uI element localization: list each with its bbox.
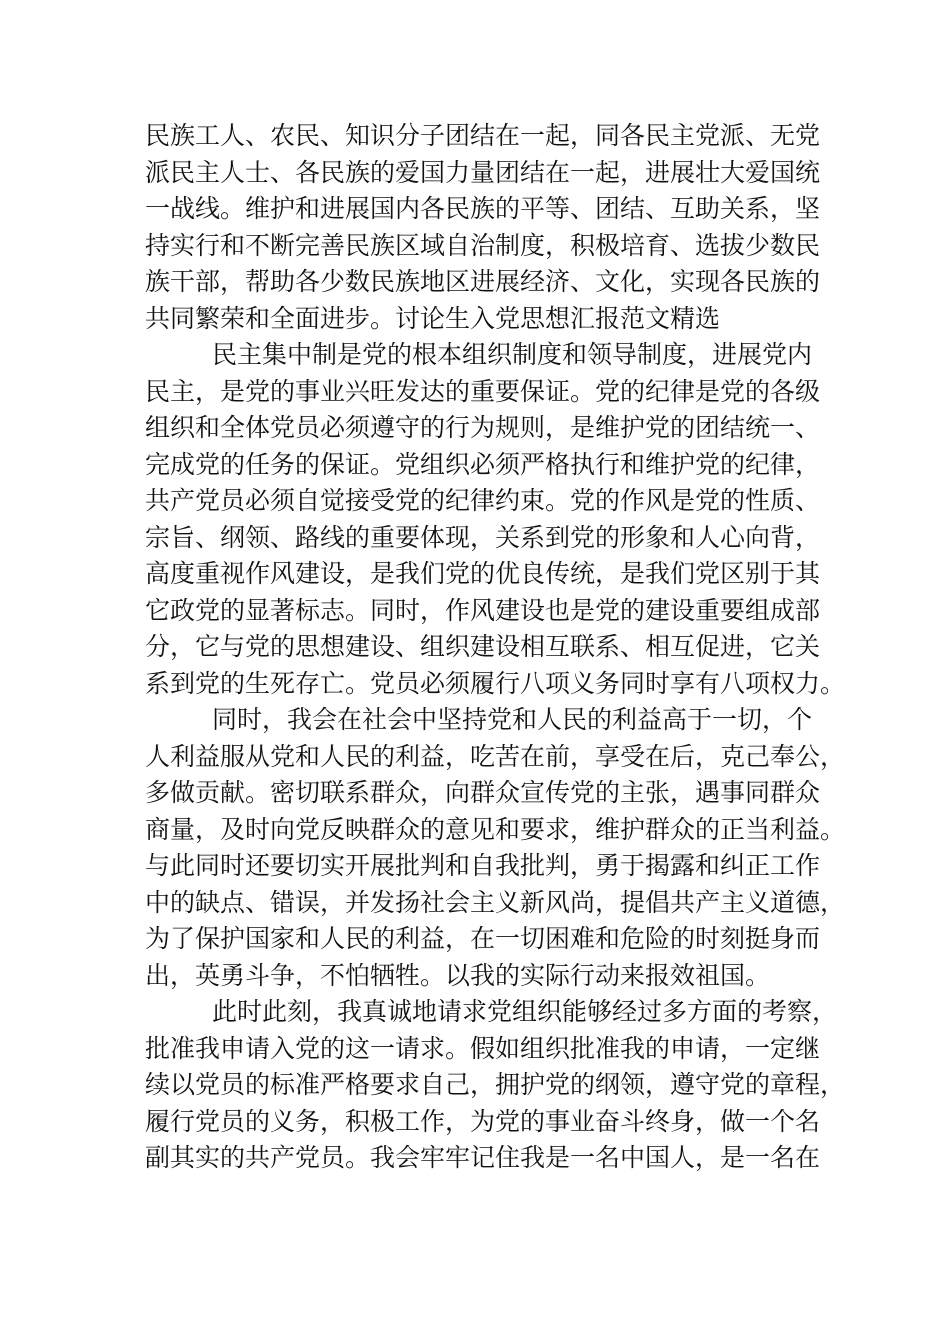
text-line: 续以党员的标准严格要求自己，拥护党的纲领，遵守党的章程， [145,1070,846,1099]
text-line: 与此同时还要切实开展批判和自我批判，勇于揭露和纠正工作 [145,851,821,880]
paragraph-start-line: 同时，我会在社会中坚持党和人民的利益高于一切，个 [212,705,813,734]
text-line: 批准我申请入党的这一请求。假如组织批准我的申请，一定继 [145,1033,821,1063]
text-line: 商量，及时向党反映群众的意见和要求，维护群众的正当利益。 [145,814,846,844]
text-line: 出，英勇斗争，不怕牺牲。以我的实际行动来报效祖国。 [145,960,771,990]
text-line: 副其实的共产党员。我会牢牢记住我是一名中国人，是一名在 [145,1143,821,1172]
text-line: 民族工人、农民、知识分子团结在一起，同各民主党派、无党 [145,121,821,150]
text-line: 共产党员必须自觉接受党的纪律约束。党的作风是党的性质、 [145,486,821,515]
text-line: 宗旨、纲领、路线的重要体现，关系到党的形象和人心向背， [145,522,821,552]
text-line: 它政党的显著标志。同时，作风建设也是党的建设重要组成部 [145,595,821,625]
text-line: 多做贡献。密切联系群众，向群众宣传党的主张，遇事同群众 [145,778,821,807]
text-line: 持实行和不断完善民族区域自治制度，积极培育、选拔少数民 [145,230,821,260]
body-text [145,118,846,1177]
text-line: 系到党的生死存亡。党员必须履行八项义务同时享有八项权力。 [145,668,846,698]
paragraph-start-line: 此时此刻，我真诚地请求党组织能够经过多方面的考察， [212,997,838,1026]
text-line: 族干部，帮助各少数民族地区进展经济、文化，实现各民族的 [145,267,821,296]
text-line: 履行党员的义务，积极工作，为党的事业奋斗终身，做一个名 [145,1106,821,1136]
text-line: 完成党的任务的保证。党组织必须严格执行和维护党的纪律， [145,449,821,479]
text-line: 共同繁荣和全面进步。讨论生入党思想汇报范文精选 [145,303,721,333]
text-line: 中的缺点、错误，并发扬社会主义新风尚，提倡共产主义道德， [145,887,846,917]
text-line: 民主，是党的事业兴旺发达的重要保证。党的纪律是党的各级 [145,376,821,406]
text-line: 人利益服从党和人民的利益，吃苦在前，享受在后，克己奉公， [145,741,846,771]
text-line: 高度重视作风建设，是我们党的优良传统，是我们党区别于其 [145,559,821,588]
text-line: 分，它与党的思想建设、组织建设相互联系、相互促进，它关 [145,632,821,661]
text-line: 一战线。维护和进展国内各民族的平等、团结、互助关系，坚 [145,194,821,223]
paragraph-start-line: 民主集中制是党的根本组织制度和领导制度，进展党内 [212,340,813,369]
text-line: 为了保护国家和人民的利益，在一切困难和危险的时刻挺身而 [145,924,821,953]
text-line: 组织和全体党员必须遵守的行为规则，是维护党的团结统一、 [145,413,821,442]
text-line: 派民主人士、各民族的爱国力量团结在一起，进展壮大爱国统 [145,157,821,187]
